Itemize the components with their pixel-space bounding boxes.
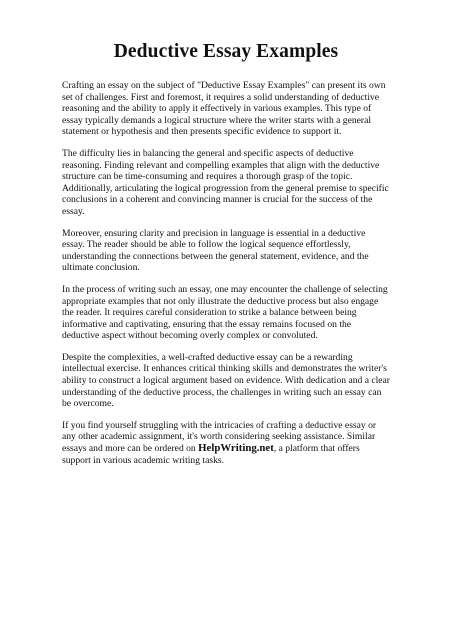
paragraph-examples: In the process of writing such an essay, one may encounter the challenge of selecting appropriate examples that not only illustrate the deductive process but also engage the reader. It requires careful consideration to strike a balance between being informative and captivating, ensuring that the essay remains focused on the deductive aspect without becoming overly complex or convoluted. [62,283,388,342]
paragraph-intro: Crafting an essay on the subject of "Deductive Essay Examples" can present its own set of challenges. First and foremost, it requires a solid understanding of deductive reasoning and the ability to apply it effectively in various examples. This type of essay typically demands a logical structure where the writer starts with a general statement or hypothesis and then presents specific evidence to support it. [62,80,386,138]
closing-text-start: If you find yourself struggling with the intricacies of crafting a deductive essay or any other academic assignment, it's worth considering seeking assistance. Similar essays and more can be ordered on [62,419,377,455]
closing-text-end: , a platform that offers support in various academic writing tasks. [62,443,360,466]
paragraph-closing [62,420,390,466]
brand-name: HelpWriting.net [198,442,274,455]
document-title: Deductive Essay Examples [113,41,339,62]
paragraph-difficulty: The difficulty lies in balancing the general and specific aspects of deductive reasoning. Finding relevant and compelling examples that align with the deductive structure can be time-consuming and requires a thorough grasp of the topic. Additionally, articulating the logical progression from the general premise to specific conclusions in a coherent and convincing manner is crucial for the success of the essay. [62,147,389,217]
paragraph-complexities: Despite the complexities, a well-crafted deductive essay can be a rewarding intellectual exercise. It enhances critical thinking skills and demonstrates the writer's ability to construct a logical argument based on evidence. With dedication and a clear understanding of the deductive process, the challenges in writing such an essay can be overcome. [62,351,390,410]
paragraph-clarity: Moreover, ensuring clarity and precision in language is essential in a deductive essay. The reader should be able to follow the logical sequence effortlessly, understanding the connections between the general statement, evidence, and the ultimate conclusion. [62,227,369,274]
